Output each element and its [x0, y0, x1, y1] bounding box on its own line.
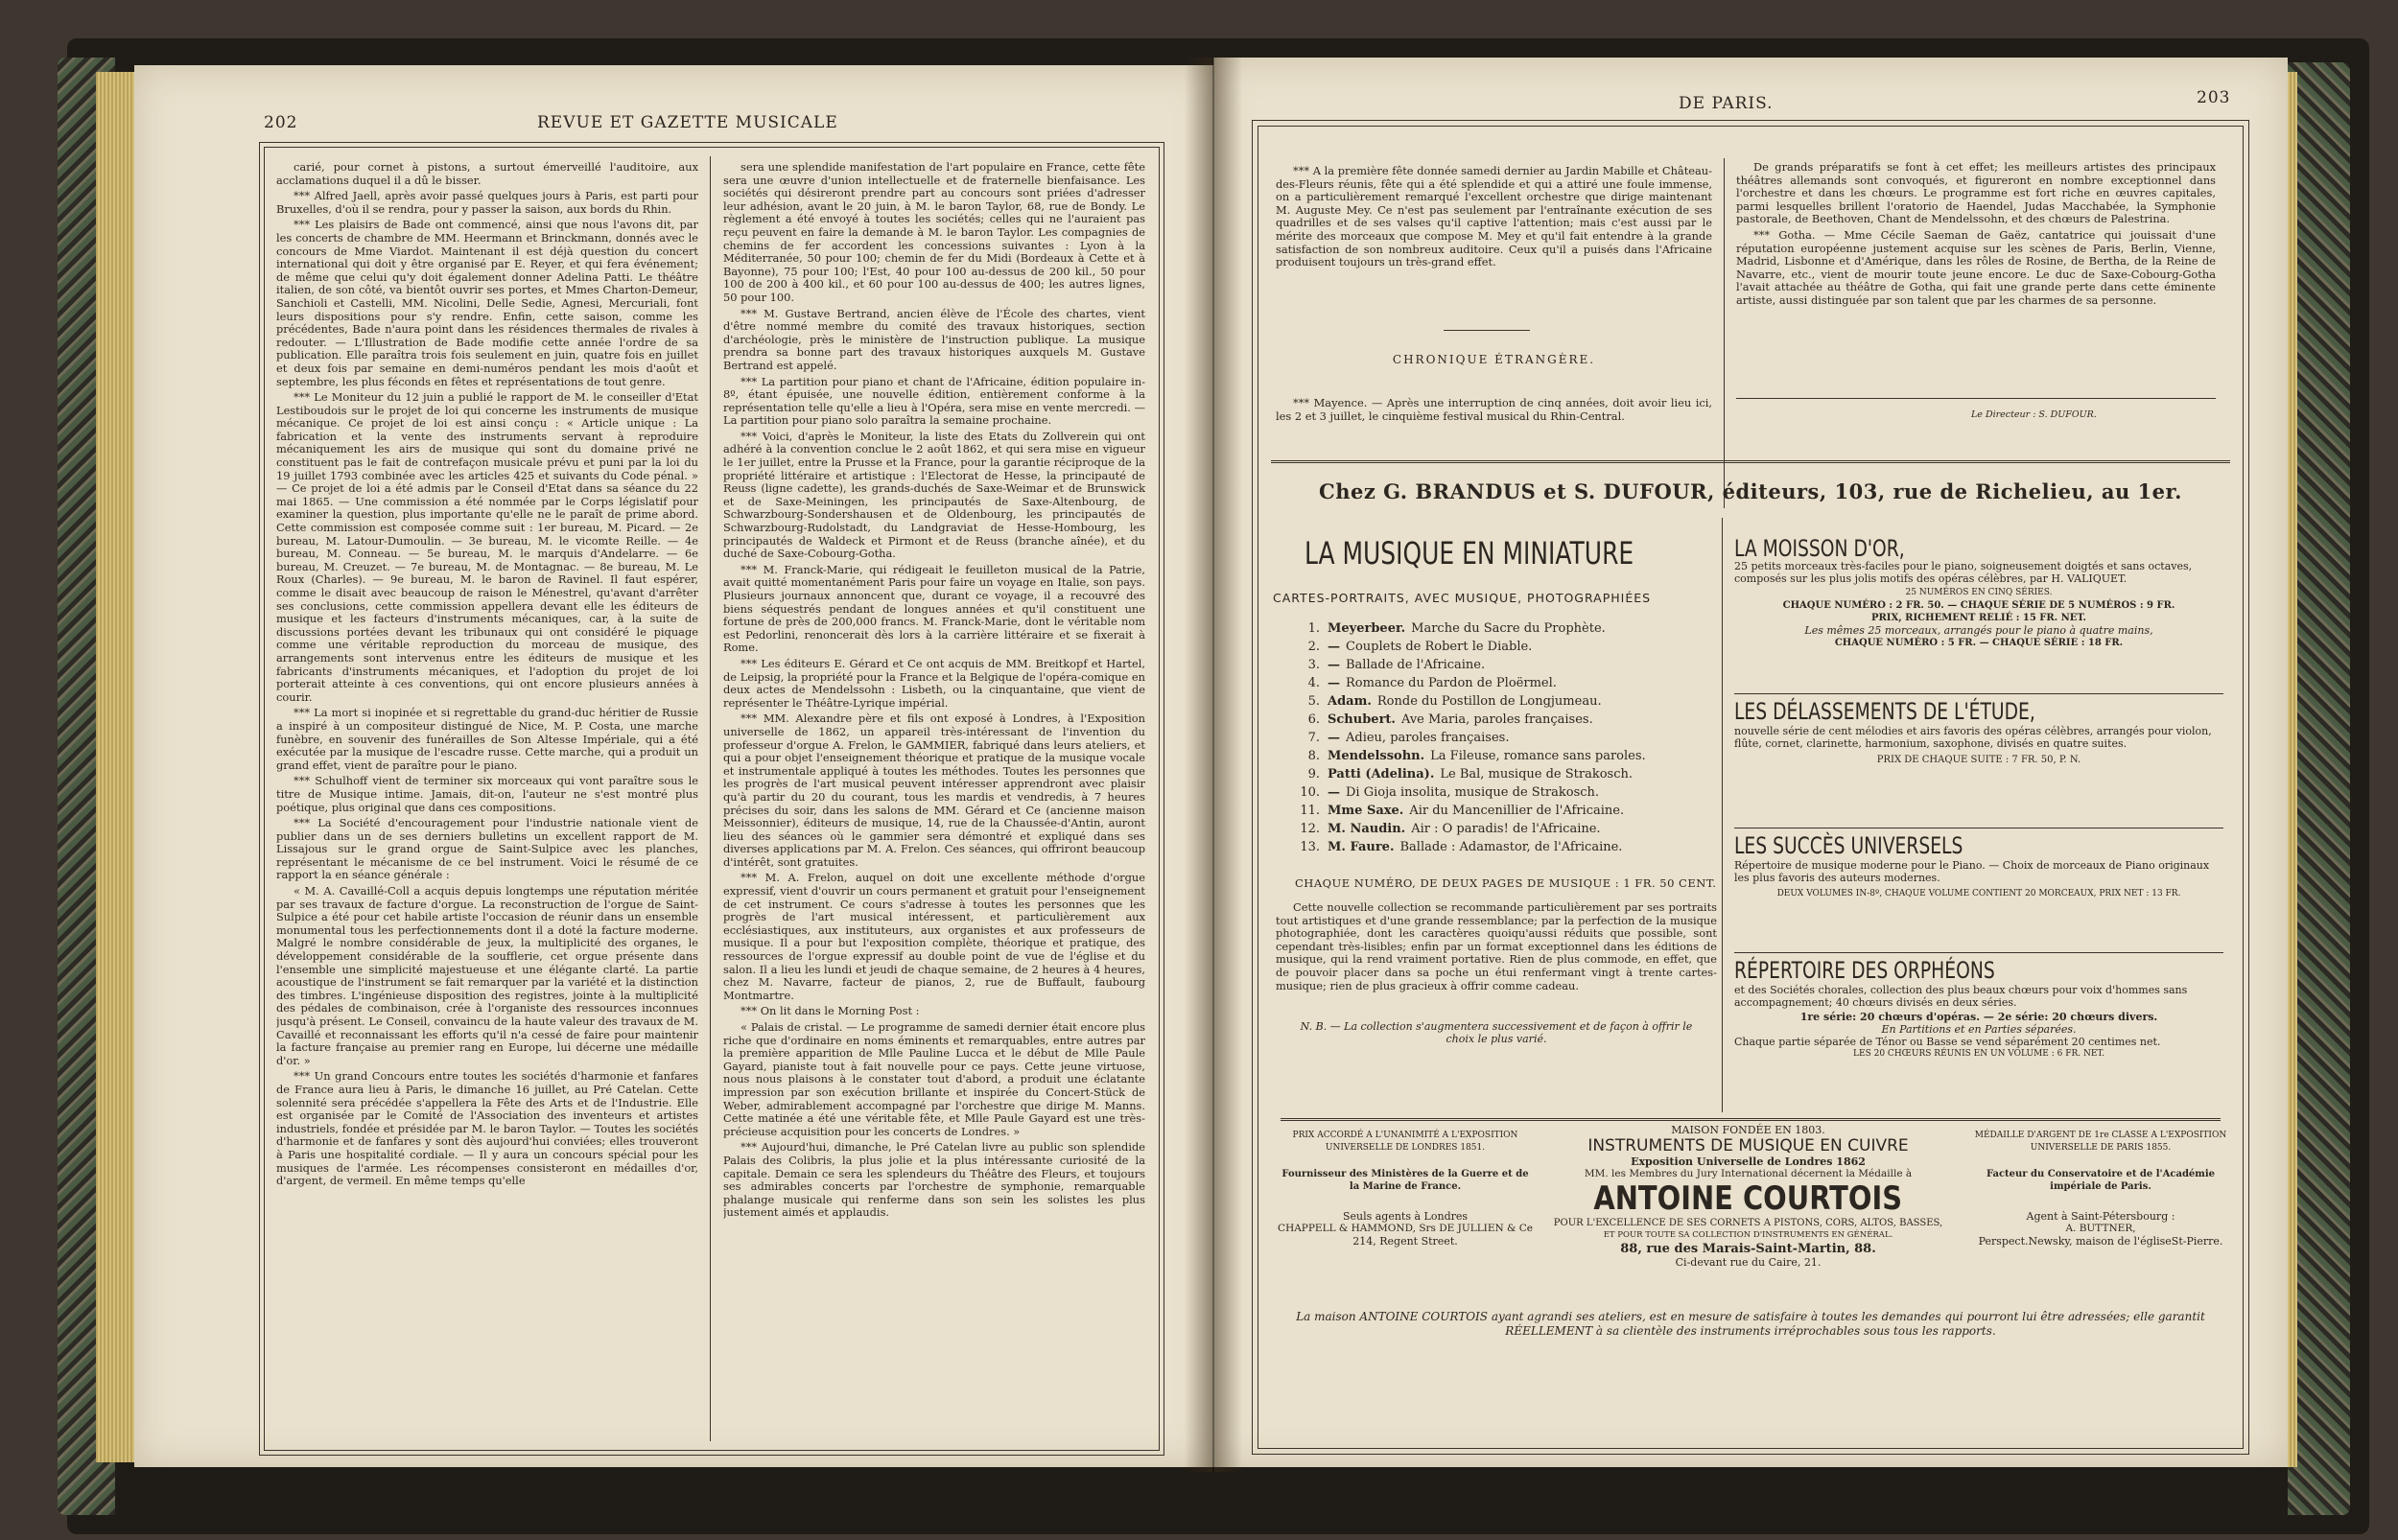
- moisson-text: 25 petits morceaux très-faciles pour le piano, soigneusement doigtés et sans octaves, composés sur les plus jolis motifs des opéras célèbres, par H. VALIQUET.: [1734, 560, 2193, 585]
- delassements-block: [1734, 698, 2223, 766]
- paragraph-mabille: *** A la première fête donnée samedi dernier au Jardin Mabille et Château-des-Fleurs réunis, fête qui a été splendide et qui a attiré une foule immense, on a particulièrement remarqué l'excellent orchestre que dirige maintenant M. Auguste Mey. Ce n'est pas seulement par l'entraînante exécution de ses quadrilles et de ses valses qu'il captive l'attention; mais c'est aussi par le mérite des morceaux que compose M. Mey et qu'il fait entendre à la grande satisfaction de son nombreux auditoire. Ceux qu'il a puisés dans l'Africaine produisent toujours un très-grand effet.: [1276, 164, 1712, 269]
- catalog-item-title: Ballade : Adamastor, de l'Africaine.: [1399, 840, 1623, 854]
- moisson-line-5: CHAQUE NUMÉRO : 5 FR. — CHAQUE SÉRIE : 18 FR.: [1834, 638, 2124, 648]
- succes-price: DEUX VOLUMES IN-8º, CHAQUE VOLUME CONTIENT 20 MORCEAUX, PRIX NET : 13 FR.: [1776, 889, 2181, 898]
- catalog-item-number: 13.: [1300, 840, 1320, 854]
- miniature-title: [1305, 535, 1727, 572]
- courtois-right: [1971, 1130, 2230, 1248]
- orpheons-line-1: 1re série: 20 chœurs d'opéras. — 2e série: 20 chœurs divers.: [1799, 1011, 2158, 1023]
- catalog-item: [1285, 765, 1727, 783]
- right-top-column-rule: [1724, 158, 1725, 508]
- catalog-item-composer: Meyerbeer.: [1328, 621, 1406, 636]
- right-news-column-2: [1736, 161, 2216, 311]
- article-paragraph: « Palais de cristal. — Le programme de samedi dernier était encore plus riche que d'ordinaire en noms éminents et remarquables, entre autres par la première apparition de Mlle Pauline Lucca et le début de Mlle Paule Gayard, pianiste tout à fait nouvelle pour ce pays. Cette jeune virtuose, nous nous plaisons à le constater tout d'abord, a produit une éclatante impression par son exécution brillante et inspirée du Concert-Stück de Weber, admirablement accompagné par l'orchestre que dirige M. Manns. Cette matinée a été une véritable fête, et Mlle Paule Gayard est une très-précieuse acquisition pour les concerts de Londres. »: [723, 1020, 1145, 1138]
- catalog-item-title: Air du Mancenillier de l'Africaine.: [1409, 804, 1625, 818]
- moisson-line-4: Les mêmes 25 morceaux, arrangés pour le piano à quatre mains,: [1804, 624, 2153, 637]
- delassements-title-text: LES DÉLASSEMENTS DE L'ÉTUDE,: [1734, 698, 2035, 725]
- orpheons-line-4: LES 20 CHŒURS RÉUNIS EN UN VOLUME : 6 FR. NET.: [1853, 1049, 2104, 1059]
- catalog-item: [1285, 619, 1727, 638]
- courtois-name: [1535, 1180, 1962, 1217]
- catalog-item: [1285, 711, 1727, 729]
- article-paragraph: « M. A. Cavaillé-Coll a acquis depuis longtemps une réputation méritée par ses travaux de facture d'orgue. La reconstruction de l'orgue de Saint-Sulpice a été pour cet habile artiste l'occasion de réunir dans un ensemble monumental tous les perfectionnements dont il a doté la facture moderne. Malgré le nombre considérable de jeux, la multiplicité des organes, le développement considérable de la soufflerie, cet orgue présente dans l'ensemble une simplicité majestueuse et une élégante clarté. La partie acoustique de l'instrument se fait remarquer par la variété et la distinction des timbres. L'ingénieuse disposition des registres, jointe à la multiplicité des pédales de combinaison, crée à l'organiste des ressources inconnues jusqu'à présent. Le Conseil, convaincu de la haute valeur des travaux de M. Cavaillé et reconnaissant les efforts qu'il n'a cessé de faire pour maintenir la facture française au premier rang en Europe, lui décerne une médaille d'or. »: [276, 884, 698, 1067]
- catalog-item-composer: —: [1328, 785, 1340, 800]
- article-paragraph: *** Le Moniteur du 12 juin a publié le rapport de M. le conseiller d'Etat Lestiboudois sur le projet de loi qui concerne les instruments de musique mécanique. Ce projet de loi est ainsi conçu : « Article unique : La fabrication et la vente des instruments servant à reproduire mécaniquement les airs de musique qui sont du domaine privé ne constituent pas le fait de contrefaçon musicale prévu et puni par la loi du 19 juillet 1793 combinée avec les articles 425 et suivants du Code pénal. » — Ce projet de loi a été admis par le Conseil d'Etat dans sa séance du 22 mai 1865. — Une commission a été nommée par le Corps législatif pour examiner la question, plus importante qu'elle ne le paraît de prime abord. Cette commission est composée comme suit : 1er bureau, M. Picard. — 2e bureau, M. Latour-Dumoulin. — 3e bureau, M. le vicomte Reille. — 4e bureau, M. Conneau. — 5e bureau, M. le marquis d'Andelarre. — 6e bureau, M. Creuzet. — 7e bureau, M. de Montagnac. — 8e bureau, M. Le Roux (Charles). — 9e bureau, M. le baron de Ravinel. Il faut espérer, comme le disait avec beaucoup de raison le Ménestrel, qu'avant d'arrêter ses conclusions, cette commission appellera devant elle les éditeurs de musique et les facteurs d'instruments mécaniques, car, à la suite de discussions portées devant les tribunaux qui ont considéré le piquage comme une véritable reproduction du morceau de musique, des arrangements sont intervenus entre les éditeurs de musique et les fabricants d'instruments mécaniques, et l'adoption du projet de loi porterait atteinte à ces conventions, qui ont encore plusieurs années à courir.: [276, 390, 698, 704]
- courtois-right-3: Agent à Saint-Pétersbourg :: [2026, 1210, 2175, 1223]
- left-column-1: [276, 161, 698, 1441]
- miniature-price: CHAQUE NUMÉRO, DE DEUX PAGES DE MUSIQUE : 1 FR. 50 CENT.: [1295, 876, 1717, 890]
- moisson-line-3: PRIX, RICHEMENT RELIÉ : 15 FR. NET.: [1870, 613, 2087, 623]
- catalog-item-title: La Fileuse, romance sans paroles.: [1430, 749, 1646, 763]
- left-column-2: [723, 161, 1145, 1441]
- right-ad-column-rule: [1722, 518, 1723, 1112]
- catalog-item-number: 10.: [1300, 785, 1320, 800]
- courtois-address: 88, rue des Marais-Saint-Martin, 88.: [1620, 1242, 1876, 1256]
- article-paragraph: carié, pour cornet à pistons, a surtout émerveillé l'auditoire, aux acclamations duquel il a dû le bisser.: [276, 161, 698, 187]
- courtois-right-1: MÉDAILLE D'ARGENT DE 1re CLASSE A L'EXPOSITION UNIVERSELLE DE PARIS 1855.: [1974, 1131, 2227, 1153]
- courtois-left-1: PRIX ACCORDÉ A L'UNANIMITÉ A L'EXPOSITION UNIVERSELLE DE LONDRES 1851.: [1292, 1131, 1518, 1153]
- catalog-item: [1285, 674, 1727, 692]
- courtois-left-2: Fournisseur des Ministères de la Guerre et de la Marine de France.: [1281, 1169, 1529, 1192]
- catalog-item-number: 8.: [1307, 749, 1320, 763]
- article-paragraph: sera une splendide manifestation de l'art populaire en France, cette fête sera une œuvre d'union intellectuelle et de fraternelle bienfaisance. Les sociétés qui désireront prendre part au concours sont priées d'adresser leur adhésion, avant le 20 juin, à M. le baron Taylor, 68, rue de Bondy. Le règlement a été envoyé à toutes les sociétés; celles qui ne l'auraient pas reçu peuvent en faire la demande à M. le baron Taylor. Les compagnies de chemins de fer accordent les concessions suivantes : Lyon à la Méditerranée, 50 pour 100; chemin de fer du Midi (Bordeaux à Cette et à Bayonne), 75 pour 100; l'Est, 40 pour 100 au-dessus de 200 kil., 50 pour 100 de 200 à 400 kil., et 60 pour 100 au-dessus de 400; les autres lignes, 50 pour 100.: [723, 161, 1145, 304]
- succes-block: [1734, 832, 2223, 900]
- right-running-head: DE PARIS.: [1679, 94, 1774, 113]
- article-paragraph: *** M. Franck-Marie, qui rédigeait le feuilleton musical de la Patrie, avait quitté momentanément Paris pour faire un voyage en Italie, son pays. Plusieurs journaux annoncent que, durant ce voyage, il a recouvré des biens séquestrés pendant de longues années et qu'il constituent une fortune de près de 200,000 francs. M. Franck-Marie, dont le véritable nom est Pedorlini, renoncerait dès lors à la carrière littéraire et se fixerait à Rome.: [723, 562, 1145, 655]
- catalog-item-number: 11.: [1300, 804, 1320, 818]
- catalog-item: [1285, 820, 1727, 838]
- book-gutter: [1185, 58, 1242, 1472]
- catalog-item-number: 7.: [1307, 731, 1320, 745]
- catalog-item-number: 3.: [1307, 658, 1320, 672]
- catalog-item-title: Ronde du Postillon de Longjumeau.: [1376, 694, 1602, 709]
- courtois-right-2: Facteur du Conservatoire et de l'Académie impériale de Paris.: [1986, 1169, 2216, 1192]
- delassements-price: PRIX DE CHAQUE SUITE : 7 FR. 50, P. N.: [1876, 755, 2081, 765]
- catalog-item-composer: —: [1328, 658, 1340, 672]
- moisson-line-1: 25 NUMÉROS EN CINQ SÉRIES.: [1905, 588, 2053, 597]
- double-rule-top: [1271, 460, 2230, 463]
- article-paragraph: *** La Société d'encouragement pour l'industrie nationale vient de publier dans un de ses derniers bulletins un excellent rapport de M. Lissajous sur le grand orgue de Saint-Sulpice avec les planches, représentant le mécanisme de ce bel instrument. Voici le résumé de ce rapport la en séance générale :: [276, 816, 698, 882]
- left-page-number: 202: [264, 113, 298, 132]
- catalog-item-composer: M. Faure.: [1328, 840, 1395, 854]
- left-running-head: REVUE ET GAZETTE MUSICALE: [537, 113, 838, 132]
- courtois-jury: MM. les Membres du Jury International décernent la Médaille à: [1584, 1168, 1913, 1179]
- article-paragraph: *** La partition pour piano et chant de l'Africaine, édition populaire in-8º, étant épuisée, une nouvelle édition, entièrement conforme à la représentation telle qu'elle a lieu à l'Opéra, sera mise en vente mercredi. — La partition pour piano solo paraîtra la semaine prochaine.: [723, 374, 1145, 428]
- moisson-title-text: LA MOISSON D'OR,: [1734, 535, 1905, 562]
- catalog-item-title: Marche du Sacre du Prophète.: [1411, 621, 1606, 636]
- succes-title: [1734, 832, 2223, 859]
- article-paragraph: *** Aujourd'hui, dimanche, le Pré Catelan livre au public son splendide Palais des Colibris, la plus jolie et la plus intéressante curiosité de la capitale. Demain ce sera les splendeurs du Théâtre des Fleurs, et toujours ses admirables concerts par l'orchestre de symphonie, remarquable phalange musicale qui renferme dans son sein les solistes les plus justement aimés et applaudis.: [723, 1140, 1145, 1220]
- double-rule-bottom: [1281, 1118, 2221, 1121]
- director-rule: [1736, 398, 2216, 399]
- catalog-item: [1285, 692, 1727, 711]
- article-paragraph: *** Voici, d'après le Moniteur, la liste des Etats du Zollverein qui ont adhéré à la convention conclue le 2 août 1862, et qui sera mise en vigueur le 1er juillet, entre la Prusse et la France, pour la garantie réciproque de la propriété littéraire et artistique : l'Electorat de Hesse, la principauté de Reuss (ligne cadette), les grands-duchés de Saxe-Weimar et de Brunswick et de Saxe-Meiningen, les principautés de Saxe-Altenbourg, de Schwarzbourg-Sondershausen et de Oldenbourg, les principautés de Schwarzbourg-Rudolstadt, du Landgraviat de Hesse-Hombourg, les principautés de Waldeck et Pirmont et de Reuss (branche aînée), et du duché de Saxe-Cobourg-Gotha.: [723, 429, 1145, 561]
- moisson-line-2: CHAQUE NUMÉRO : 2 FR. 50. — CHAQUE SÉRIE DE 5 NUMÉROS : 9 FR.: [1782, 600, 2175, 611]
- paragraph-preparatifs: De grands préparatifs se font à cet effet; les meilleurs artistes des principaux théâtres allemands sont convoqués, et figureront en nombre exceptionnel dans l'orchestre et dans les chœurs. Le programme est fort riche en œuvres capitales, parmi lesquelles brillent l'oratorio de Haendel, Judas Macchabée, la Symphonie pastorale, de Beethoven, Chant de Mendelssohn, et des chœurs de Palestrina.: [1736, 160, 2216, 226]
- courtois-right-4: A. BUTTNER,: [2065, 1223, 2136, 1234]
- courtois-left-3: Seuls agents à Londres: [1342, 1210, 1469, 1223]
- catalog-item-composer: Mme Saxe.: [1328, 804, 1404, 818]
- orpheons-title-text: RÉPERTOIRE DES ORPHÉONS: [1734, 957, 1995, 984]
- miniature-description-text: Cette nouvelle collection se recommande particulièrement par ses portraits tout artistiques et d'une grande ressemblance; par la perfection de la musique photographiée, dont les caractères quoiqu'aussi réduits que possible, sont cependant très-lisibles; enfin par un format exceptionnel dans les éditions de musique, qui la rend vraiment portative. Rien de plus commode, en effet, que de pouvoir placer dans sa poche un étui renfermant vingt à trente cartes-musique; rien de plus gracieux à offrir comme cadeau.: [1276, 900, 1717, 992]
- right-page-number: 203: [2197, 88, 2231, 107]
- orpheons-line-2: En Partitions et en Parties séparées.: [1881, 1023, 2077, 1036]
- catalog-item-composer: M. Naudin.: [1328, 822, 1406, 836]
- catalog-item-title: Ave Maria, paroles françaises.: [1400, 712, 1593, 727]
- miniature-subtitle: CARTES-PORTRAITS, AVEC MUSIQUE, PHOTOGRAPHIÉES: [1273, 591, 1652, 605]
- orpheons-text: et des Sociétés chorales, collection des plus beaux chœurs pour voix d'hommes sans accompagnement; 40 chœurs divisés en deux séries.: [1734, 984, 2188, 1009]
- catalog-item: [1285, 802, 1727, 820]
- miniature-nb: N. B. — La collection s'augmentera successivement et de façon à offrir le choix le plus varié.: [1300, 1020, 1693, 1045]
- catalog-item-title: Ballade de l'Africaine.: [1346, 658, 1486, 672]
- catalog-item-title: Di Gioja insolita, musique de Strakosch.: [1346, 785, 1600, 800]
- catalog-item-composer: Adam.: [1328, 694, 1372, 709]
- moisson-title: [1734, 535, 2223, 562]
- moisson-block: [1734, 535, 2223, 649]
- catalog-item-composer: Schubert.: [1328, 712, 1396, 727]
- catalog-item-title: Le Bal, musique de Strakosch.: [1440, 767, 1633, 782]
- director-signature: Le Directeur : S. DUFOUR.: [1971, 409, 2097, 420]
- catalog-item: [1285, 747, 1727, 765]
- courtois-left-5: 214, Regent Street.: [1352, 1235, 1458, 1248]
- courtois-for: POUR L'EXCELLENCE DE SES CORNETS A PISTONS, CORS, ALTOS, BASSES,: [1553, 1218, 1943, 1228]
- catalog-item-composer: —: [1328, 731, 1340, 745]
- article-paragraph: *** Les plaisirs de Bade ont commencé, ainsi que nous l'avons dit, par les concerts de chambre de MM. Heermann et Brinckmann, donnés avec le concours de Mme Viardot. Maintenant il est déjà question du concert international qui doit y être organisé par E. Reyer, et qui fera événement; de même que celui qu'y doit également donner Adelina Patti. Le théâtre italien, de son côté, va bientôt ouvrir ses portes, et Mmes Charton-Demeur, Sanchioli et Castelli, MM. Nicolini, Delle Sedie, Agnesi, Mercuriali, font leurs dispositions pour s'y rendre. Enfin, cette saison, comme les précédentes, Bade n'aura point dans les résidences thermales de rivales à redouter. — L'Illustration de Bade modifie cette année l'ordre de sa publication. Elle paraîtra trois fois seulement en juin, quatre fois en juillet et deux fois par semaine en demi-numéros pendant les mois d'août et septembre, les plus féconds en fêtes et représentations de tout genre.: [276, 218, 698, 388]
- orpheons-line-3: Chaque partie séparée de Ténor ou Basse se vend séparément 20 centimes net.: [1734, 1036, 2161, 1048]
- courtois-address2: Ci-devant rue du Caire, 21.: [1675, 1256, 1822, 1269]
- courtois-expo: Exposition Universelle de Londres 1862: [1631, 1155, 1866, 1168]
- courtois-name-text: ANTOINE COURTOIS: [1593, 1179, 1903, 1218]
- courtois-founded: MAISON FONDÉE EN 1803.: [1671, 1124, 1825, 1136]
- catalog-item-title: Romance du Pardon de Ploërmel.: [1346, 676, 1557, 690]
- catalog-item-number: 9.: [1307, 767, 1320, 782]
- page-edges-left: [96, 72, 139, 1462]
- mayence-note: [1276, 397, 1712, 426]
- article-paragraph: *** On lit dans le Morning Post :: [741, 1004, 920, 1018]
- left-column-rule: [710, 156, 711, 1441]
- paragraph-gotha: *** Gotha. — Mme Cécile Saeman de Gaëz, cantatrice qui jouissait d'une réputation européenne justement acquise sur les scènes de Paris, Berlin, Vienne, Madrid, Lisbonne et d'Amérique, dans les rôles de Rosine, de Bertha, de la Reine de Navarre, etc., vient de mourir toute jeune encore. Le duc de Saxe-Cobourg-Gotha l'avait attachée au théâtre de Gotha, qui fait une grande perte dans cette éminente artiste, aussi distinguée par son talent que par les charmes de sa personne.: [1736, 227, 2216, 307]
- catalog-item: [1285, 638, 1727, 656]
- article-paragraph: *** La mort si inopinée et si regrettable du grand-duc héritier de Russie a inspiré à un compositeur distingué de Nice, M. P. Costa, une marche funèbre, en souvenir des funérailles de Son Altesse Impériale, qui a été exécutée par la musique de l'escadre russe. Cette marche, qui a produit un grand effet, vient de paraître pour le piano.: [276, 706, 698, 772]
- courtois-for2: ET POUR TOUTE SA COLLECTION D'INSTRUMENTS EN GÉNÉRAL.: [1603, 1230, 1893, 1240]
- courtois-instruments: INSTRUMENTS DE MUSIQUE EN CUIVRE: [1587, 1136, 1909, 1155]
- ad-rule-3: [1734, 952, 2223, 953]
- orpheons-block: [1734, 957, 2223, 1061]
- miniature-description: [1276, 901, 1717, 995]
- miniature-catalog: [1285, 619, 1727, 856]
- courtois-left: [1276, 1130, 1535, 1248]
- courtois-center: [1535, 1124, 1962, 1269]
- article-paragraph: *** Alfred Jaell, après avoir passé quelques jours à Paris, est parti pour Bruxelles, d'où il se rendra, pour y passer la saison, aux bords du Rhin.: [276, 189, 698, 216]
- section-divider: [1444, 330, 1530, 331]
- catalog-item-title: Couplets de Robert le Diable.: [1346, 640, 1533, 654]
- right-page: [1213, 58, 2288, 1467]
- right-news-column-1: [1276, 165, 1712, 272]
- catalog-item: [1285, 838, 1727, 856]
- article-paragraph: *** Schulhoff vient de terminer six morceaux qui vont paraître sous le titre de Musique intime. Jamais, dit-on, l'auteur ne s'est montré plus poétique, plus original que dans ces compositions.: [276, 774, 698, 814]
- publisher-banner: Chez G. BRANDUS et S. DUFOUR, éditeurs, 103, rue de Richelieu, au 1er.: [1319, 479, 2182, 503]
- article-paragraph: *** Les éditeurs E. Gérard et Ce ont acquis de MM. Breitkopf et Hartel, de Leipsig, la propriété pour la France et la Belgique de l'opéra-comique en deux actes de Mendelssohn : Lisbeth, ou la cinquantaine, que vient de représenter le Théâtre-Lyrique impérial.: [723, 656, 1145, 710]
- paragraph-mayence: *** Mayence. — Après une interruption de cinq années, doit avoir lieu ici, les 2 et 3 juillet, le cinquième festival musical du Rhin-Central.: [1276, 396, 1712, 423]
- courtois-right-5: Perspect.Newsky, maison de l'égliseSt-Pierre.: [1978, 1235, 2223, 1248]
- left-page: [134, 65, 1213, 1467]
- catalog-item: [1285, 783, 1727, 802]
- catalog-item-composer: Patti (Adelina).: [1328, 767, 1435, 782]
- article-paragraph: *** MM. Alexandre père et fils ont exposé à Londres, à l'Exposition universelle de 1862, un appareil très-intéressant de l'invention du professeur d'orgue A. Frelon, le GAMMIER, fabriqué dans leurs ateliers, et qui a pour objet l'enseignement théorique et pratique de la musique vocale et instrumentale appliqué à toutes les méthodes. Toutes les personnes que les progrès de l'art musical peuvent intéresser apprendront avec plaisir qu'à partir du 20 du courant, tous les mardis et vendredis, à 7 heures précises du soir, dans les salons de MM. Gérard et Ce (ancienne maison Meissonnier), éditeurs de musique, 14, rue de la Chaussée-d'Antin, auront lieu des séances où le gammier sera démontré et expliqué dans ses diverses applications par M. A. Frelon. Ces séances, qui offriront beaucoup d'intérêt, sont gratuites.: [723, 712, 1145, 869]
- delassements-text: nouvelle série de cent mélodies et airs favoris des opéras célèbres, arrangés pour violon, flûte, cornet, clarinette, harmonium, saxophone, divisés en quatre suites.: [1734, 725, 2212, 750]
- ad-rule-1: [1734, 693, 2223, 694]
- article-paragraph: *** Un grand Concours entre toutes les sociétés d'harmonie et fanfares de France aura lieu à Paris, le dimanche 16 juillet, au Pré Catelan. Cette solennité sera précédée s'appellera la Fête des Arts et de l'Industrie. Elle est organisée par le Comité de l'Association des inventeurs et artistes industriels, fondée et présidée par M. le baron Taylor. — Toutes les sociétés d'harmonie et de fanfares y sont dès aujourd'hui conviées; elles trouveront à Paris une hospitalité cordiale. — Il y aura un concours spécial pour les musiques de l'armée. Les récompenses consisteront en médailles d'or, d'argent, de vermeil. En même temps qu'elle: [276, 1069, 698, 1188]
- catalog-item: [1285, 656, 1727, 674]
- catalog-item-number: 4.: [1307, 676, 1320, 690]
- article-paragraph: *** M. A. Frelon, auquel on doit une excellente méthode d'orgue expressif, vient d'ouvrir un cours permanent et gratuit pour l'enseignement de cet instrument. Ce cours s'adresse à toutes les personnes que les progrès de l'art musical intéressent, et particulièrement aux ecclésiastiques, aux instituteurs, aux organistes et aux professeurs de musique. Il a pour but l'exposition complète, théorique et pratique, des ressources de l'orgue expressif au double point de vue de l'église et du salon. Il a lieu les lundi et jeudi de chaque semaine, de 2 heures à 4 heures, chez M. Navarre, facteur de pianos, 2, rue de Buffault, faubourg Montmartre.: [723, 871, 1145, 1002]
- catalog-item-number: 6.: [1307, 712, 1320, 727]
- catalog-item-number: 12.: [1300, 822, 1320, 836]
- catalog-item-number: 5.: [1307, 694, 1320, 709]
- catalog-item-composer: —: [1328, 640, 1340, 654]
- catalog-item-composer: —: [1328, 676, 1340, 690]
- succes-title-text: LES SUCCÈS UNIVERSELS: [1734, 832, 1963, 859]
- chronique-heading: CHRONIQUE ÉTRANGÈRE.: [1392, 353, 1596, 366]
- catalog-item-composer: Mendelssohn.: [1328, 749, 1425, 763]
- catalog-item-number: 2.: [1307, 640, 1320, 654]
- succes-text: Répertoire de musique moderne pour le Piano. — Choix de morceaux de Piano originaux les plus favoris des auteurs modernes.: [1734, 859, 2210, 884]
- catalog-item-title: Air : O paradis! de l'Africaine.: [1411, 822, 1601, 836]
- catalog-item-number: 1.: [1307, 621, 1320, 636]
- orpheons-title: [1734, 957, 2223, 984]
- article-paragraph: *** M. Gustave Bertrand, ancien élève de l'École des chartes, vient d'être nommé membre du comité des travaux historiques, section d'archéologie, près le ministère de l'instruction publique. La musique prendra sa bonne part des travaux historiques auxquels M. Gustave Bertrand est appelé.: [723, 306, 1145, 372]
- delassements-title: [1734, 698, 2223, 725]
- courtois-footer: La maison ANTOINE COURTOIS ayant agrandi ses ateliers, est en mesure de satisfaire à toutes les demandes qui pourront lui être adressées; elle garantit RÉELLEMENT à sa clientèle des instruments irréprochables sous tous les rapports.: [1296, 1310, 2205, 1338]
- miniature-title-text: LA MUSIQUE EN MINIATURE: [1305, 535, 1634, 572]
- courtois-left-4: CHAPPELL & HAMMOND, Srs DE JULLIEN & Ce: [1278, 1223, 1533, 1234]
- catalog-item: [1285, 729, 1727, 747]
- catalog-item-title: Adieu, paroles françaises.: [1346, 731, 1510, 745]
